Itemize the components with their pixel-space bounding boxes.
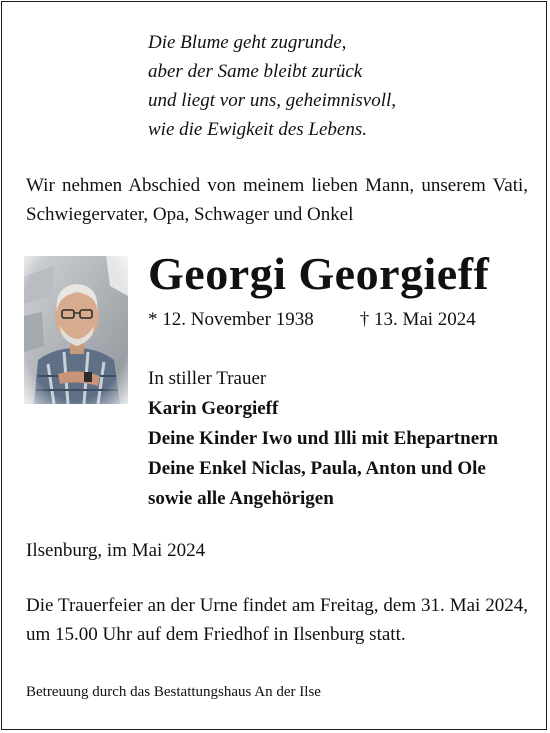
poem: [148, 28, 396, 144]
death-date: † 13. Mai 2024: [359, 309, 476, 330]
mourner-line: Deine Enkel Niclas, Paula, Anton und Ole: [148, 458, 486, 479]
life-dates: [148, 306, 476, 334]
mourner-line: sowie alle Angehörigen: [148, 488, 334, 509]
portrait-photo: [24, 256, 128, 404]
mourner-line: Karin Georgieff: [148, 398, 279, 419]
mourning-heading: In stiller Trauer: [148, 368, 267, 389]
intro-text: Wir nehmen Abschied von meinem lieben Mann, unserem Vati, Schwiegervater, Opa, Schwager und Onkel: [26, 175, 528, 225]
undertaker-credit: Betreuung durch das Bestattungshaus An der Ilse: [26, 684, 321, 700]
poem-line: aber der Same bleibt zurück: [148, 61, 363, 82]
funeral-notice: Die Trauerfeier an der Urne findet am Freitag, dem 31. Mai 2024, um 15.00 Uhr auf dem Friedhof in Ilsenburg statt.: [26, 595, 528, 645]
poem-line: Die Blume geht zugrunde,: [148, 32, 347, 53]
birth-date: * 12. November 1938: [148, 309, 314, 330]
poem-line: und liegt vor uns, geheimnisvoll,: [148, 90, 397, 111]
place-date: Ilsenburg, im Mai 2024: [26, 540, 206, 561]
deceased-name: Georgi Georgieff: [148, 248, 490, 299]
mourner-line: Deine Kinder Iwo und Illi mit Ehepartnern: [148, 428, 499, 449]
obituary-frame: [1, 1, 547, 730]
mourners-block: [148, 364, 498, 514]
poem-line: wie die Ewigkeit des Lebens.: [148, 119, 367, 140]
